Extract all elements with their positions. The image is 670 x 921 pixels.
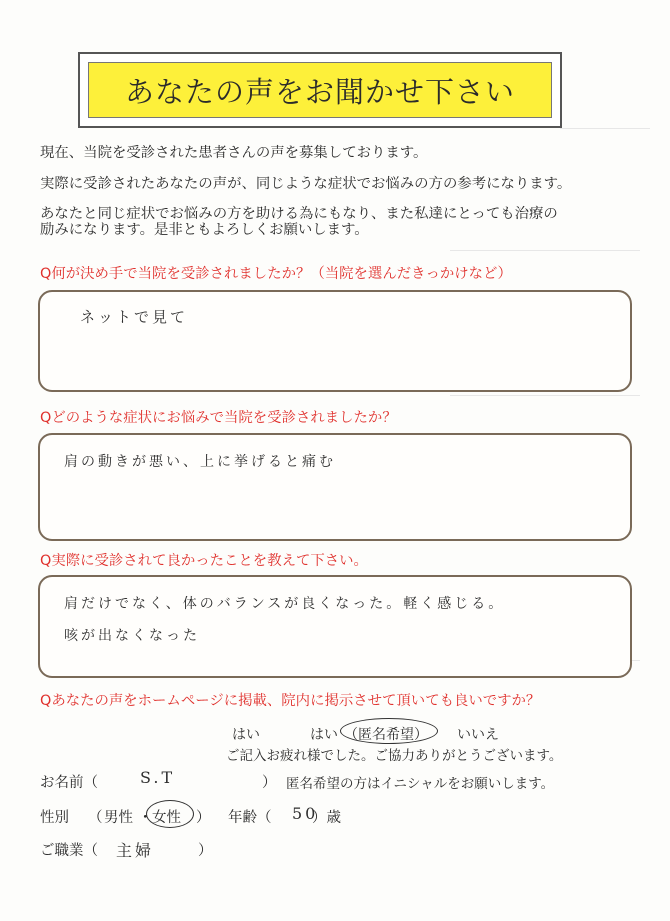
consent-option-yes-anonymous[interactable]: はい: [310, 727, 338, 743]
age-value[interactable]: 50: [292, 804, 319, 823]
occupation-value[interactable]: 主婦: [116, 841, 155, 860]
gender-close-paren: ）: [196, 810, 211, 826]
gender-separator: ・: [138, 810, 153, 826]
occupation-close-paren: ）: [198, 843, 213, 859]
question-4: Qあなたの声をホームページに掲載、院内に掲示させて頂いても良いですか？: [40, 693, 541, 709]
age-label: 年齢（: [228, 810, 272, 826]
answer-3-line-2: 咳が出なくなった: [64, 628, 200, 644]
selection-circle: [340, 718, 438, 744]
anonymous-wish-label[interactable]: （匿名希望）: [344, 727, 428, 743]
gender-female[interactable]: 女性: [152, 810, 181, 826]
name-note: 匿名希望の方はイニシャルをお願いします。: [286, 776, 555, 792]
question-1: Q何が決め手で当院を受診されましたか？（当院を選んだきっかけなど）: [40, 266, 512, 282]
bleed-through-line: [450, 395, 640, 396]
question-3: Q実際に受診されて良かったことを教えて下さい。: [40, 553, 368, 569]
answer-box-1[interactable]: [38, 290, 632, 392]
intro-line: 実際に受診されたあなたの声が、同じような症状でお悩みの方の参考になります。: [40, 176, 572, 192]
bleed-through-line: [560, 128, 650, 129]
title-frame: [78, 52, 562, 128]
answer-box-2[interactable]: [38, 433, 632, 541]
intro-line: あなたと同じ症状でお悩みの方を助ける為にもなり、また私達にとっても治療の: [40, 206, 558, 222]
name-close-paren: ）: [262, 775, 277, 791]
bleed-through-line: [450, 250, 640, 251]
intro-line: 現在、当院を受診された患者さんの声を募集しております。: [40, 145, 428, 161]
occupation-label: ご職業（: [40, 843, 98, 859]
answer-3-line-1: 肩だけでなく、体のバランスが良くなった。軽く感じる。: [64, 596, 506, 612]
consent-option-yes[interactable]: はい: [232, 727, 260, 743]
thanks-message: ご記入お疲れ様でした。ご協力ありがとうございます。: [226, 748, 563, 764]
answer-2-text: 肩の動きが悪い、上に挙げると痛む: [64, 454, 336, 470]
intro-line: 励みになります。是非ともよろしくお願いします。: [40, 222, 369, 238]
gender-label: 性別: [40, 810, 69, 826]
answer-box-3[interactable]: [38, 575, 632, 678]
name-value[interactable]: S.T: [140, 768, 176, 787]
gender-male[interactable]: 男性: [104, 810, 133, 826]
gender-open-paren: （: [88, 810, 103, 826]
consent-option-no[interactable]: いいえ: [457, 727, 499, 743]
page-title: あなたの声をお聞かせ下さい: [88, 62, 552, 118]
question-2: Qどのような症状にお悩みで当院を受診されましたか？: [40, 410, 397, 426]
anonymous-wish-text: 匿名希望: [358, 727, 414, 743]
name-label: お名前（: [40, 775, 98, 791]
gender-selection-circle: [146, 800, 194, 828]
answer-1-text: ネットで見て: [80, 308, 189, 326]
age-unit: ）歳: [312, 810, 341, 826]
